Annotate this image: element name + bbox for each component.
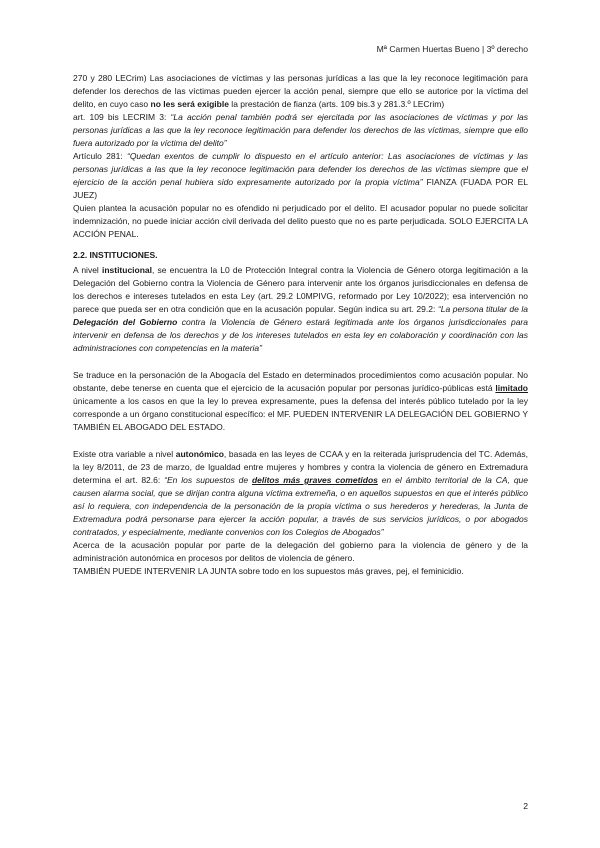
text-run: Se traduce en la personación de la Abogacía del Estado en determinados procedimientos como acusación popular. No obstante, debe tenerse en cuenta que el ejercicio de la acusación popular por personas jurídico-públicas está [73,370,528,393]
text-run: únicamente a los casos en que la ley lo prevea expresamente, pues la defensa del interés público tutelado por la ley corresponde a un órgano constitucional específico: el MF. PUEDEN INTERVENIR LA DELEGACIÓN DEL GOBIERNO Y TAMBIÉN EL ABOGADO DEL ESTADO. [73,396,528,432]
text-run: art. 109 bis LECRIM 3: [73,112,171,122]
page-header: Mª Carmen Huertas Bueno | 3º derecho [376,44,528,54]
section-heading: 2.2. INSTITUCIONES. [73,250,158,260]
paragraph-institucional [73,264,528,355]
text-run: FIANZA (FUADA POR EL JUEZ) [73,177,528,200]
quote-text: “En los supuestos de [164,475,252,485]
underlined-text: limitado [495,383,528,393]
text-run: 270 y 280 LECrim) Las asociaciones de víctimas y las personas jurídicas a las que la ley reconoce legitimación para defender los derechos de las víctimas pueden ejercer la acción penal, siempre que ello se autorice por la víctima del delito, en cuyo caso [73,73,528,109]
text-run: la prestación de fianza (arts. 109 bis.3 y 281.3.º LECrim) [228,99,445,109]
paragraph-delegacion: Acerca de la acusación popular por parte de la delegación del gobierno para la violencia de género y de la administración autonómica en procesos por delitos de violencia de género. [73,540,528,563]
text-run: , se encuentra la L0 de Protección Integral contra la Violencia de Género otorga legitimación a la Delegación del Gobierno contra la Violencia de Género para intervenir ante los órganos jurisdiccionales en defensa de los derechos e intereses tutelados en esta Ley (art. 29.2 L0MPIVG, reformado por Ley 10/2022); esa intervención no parece que pueda ser en otra condición que en la acusación popular. Según indica su art. 29.2: [73,265,528,314]
text-run: , basada en las leyes de CCAA y en la reiterada jurisprudencia del TC. Además, la ley 8/2011, de 23 de marzo, de Igualdad entre mujeres y hombres y contra la violencia de género en Extremadura determina el art. 82.6: [73,449,528,485]
page-number: 2 [523,801,528,811]
quote-text: “La acción penal también podrá ser ejercitada por las asociaciones de víctimas y por las personas jurídicas a las que la ley reconoce legitimación para defender los derechos de las víctimas, siempre que ello fuera autorizado por la víctima del delito” [73,112,528,148]
paragraph-abogacia-estado [73,369,528,434]
bold-text: Delegación del Gobierno [73,317,178,327]
underlined-text: delitos más graves cometidos [251,475,378,485]
text-run: Artículo 281: [73,151,127,161]
quote-text: contra la Violencia de Género estará legitimada ante los órganos jurisdiccionales para intervenir en defensa de los derechos y de los intereses tutelados en esta ley en colaboración y coordinación con las administraciones con competencias en la materia” [73,317,528,353]
paragraph-junta: TAMBIÉN PUEDE INTERVENIR LA JUNTA sobre todo en los supuestos más graves, pej, el feminicidio. [73,566,464,576]
paragraph-acusador-popular: Quien plantea la acusación popular no es ofendido ni perjudicado por el delito. El acusador popular no puede solicitar indemnización, no puede iniciar acción civil derivada del delito puesto que no es parte perjudicada. SOLO EJERCITA LA ACCIÓN PENAL. [73,203,528,239]
page-body [73,72,528,578]
bold-text: autonómico [175,449,224,459]
paragraph-asociaciones [73,72,528,111]
bold-text: institucional [101,265,153,275]
text-run: Existe otra variable a nivel [73,449,176,459]
text-run: A nivel [73,265,102,275]
quote-text: en el ámbito territorial de la CA, que causen alarma social, que se dirijan contra alguna víctima extremeña, o en aquellos supuestos en que el interés público así lo requiera, con independencia de la personación de la propia víctima o sus herederos y herederas, la Junta de Extremadura podrá personarse para ejercer la acción popular, a través de sus servicios jurídicos, o por abogados contratados, y especialmente, mediante convenios con los Colegios de Abogados” [73,475,528,537]
quote-text: “La persona titular de la [437,304,528,314]
paragraph-art-109 [73,111,528,150]
bold-text: no les será exigible [150,99,229,109]
paragraph-art-281 [73,150,528,202]
paragraph-autonomico [73,448,528,539]
quote-text: “Quedan exentos de cumplir lo dispuesto en el artículo anterior: Las asociaciones de víctimas y las personas jurídicas a las que la ley reconoce legitimación para defender los derechos de las víctimas siempre que el ejercicio de la acción penal hubiera sido expresamente autorizado por la propia víctima” [73,151,528,187]
